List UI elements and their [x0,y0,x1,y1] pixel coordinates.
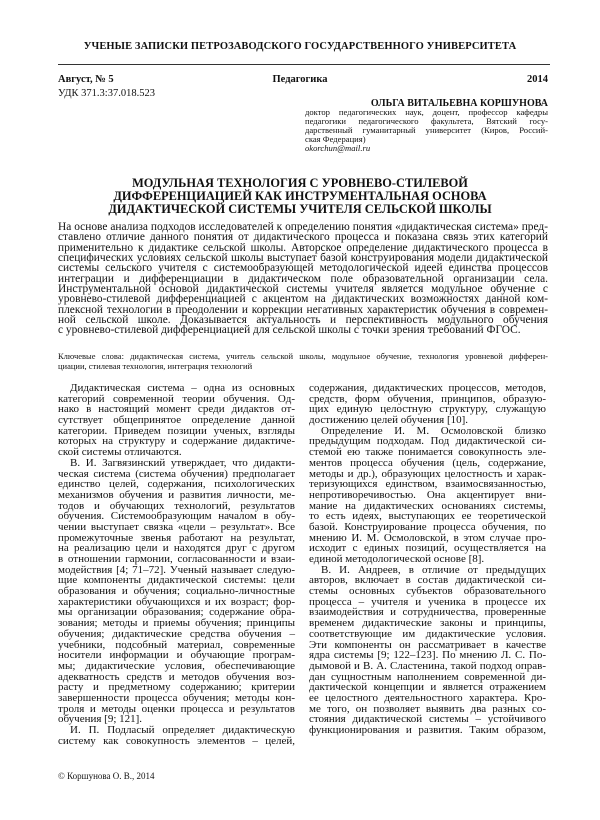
text-line: промежуточные звенья работают на результат, [58,531,295,544]
title-line: МОДУЛЬНАЯ ТЕХНОЛОГИЯ С УРОВНЕВО-СТИЛЕВОЙ [132,176,468,190]
article-title [0,177,600,217]
text-line: авторов, включает в состав дидактической си- [309,574,546,587]
text-line: специфических условиях сельской школы выступает базой конструирования модели дидактической [58,252,548,265]
text-line: зования; методы и приемы обучения; принципы [58,617,295,630]
affiliation-line: педагогики педагогического факультета, Вятский госу- [305,115,548,126]
text-line: Определение И. М. Осмоловской близко [321,424,546,437]
text-line: характеристики обучающихся и их возраст; фор- [58,595,295,608]
text-line: на реализацию цели и находятся друг с другом [58,542,295,555]
text-line: единой методологической основе [8]. [309,553,485,565]
text-line: адекватность средств и методов обучения воз- [58,670,295,683]
text-line: единство целей, содержания, психологических [58,478,295,491]
paragraph [309,565,546,736]
text-line: модействия [4; 71–72]. Ученый называет следую- [58,563,295,576]
text-line: ской системы отличаются. [58,446,182,459]
paragraph [309,426,546,565]
text-line: стояния дидактической системы – устойчивого [309,713,546,726]
text-line: Эти компоненты он рассматривает в качестве [309,638,546,651]
text-line: обучения [9; 121]. [58,713,143,726]
paragraph [58,222,548,336]
text-line: ее целостного деятельностного характера. Кро- [309,691,546,704]
body-column-right [309,383,546,736]
text-line: В. И. Загвязинский утверждает, что дидакти- [70,456,295,469]
text-line: исходит с единых позиций, осуществляется на [309,542,546,555]
text-line: с уровнево-стилевой дифференциацией для сельской школы с точки зрения требований ФГОС. [58,324,521,337]
copyright-notice: © Коршунова О. В., 2014 [58,771,155,781]
text-line: дактической концепции и является отражением [309,681,546,694]
text-line: содержания, дидактических процессов, методов, [309,382,546,394]
text-line: интеграции и дифференциации в дидактическом поле образовательной организации села. [58,272,548,285]
text-line: В. И. Андреев, в отличие от предыдущих [321,563,546,576]
affiliation-line: ская Федерация) [305,133,366,144]
text-line: систему как совокупность элементов – целей, [58,734,295,747]
text-line: обучения; дидактические средства обучения – [58,627,295,640]
text-line: взаимодействия и сотрудничества, проверенные [309,606,546,619]
text-line: мание на дидактических основаниях системы, [309,499,546,512]
text-line: категорий современной теории обучения. Од- [58,392,295,405]
keywords [58,351,548,371]
paragraph [58,383,295,458]
text-line: механизмов обучения и развития личности, ме- [58,488,295,501]
title-line: ДИФФЕРЕНЦИАЦИЕЙ КАК ИНСТРУМЕНТАЛЬНАЯ ОСНОВА [113,189,487,204]
text-line: непротиворечивостью. Она акцентирует вни- [309,488,546,501]
text-line: достижению целей обучения [10]. [309,414,469,427]
text-line: предыдущим подходам. Под дидактической си- [309,435,546,448]
text-line: Инструментальной основой дидактической системы учителя является модульное обучение с [58,283,548,296]
text-line: теризующихся единством, взаимосвязанностью, [309,478,546,491]
paragraph [58,725,295,746]
paragraph [58,351,548,371]
text-line: применительно к дидактике сельской школы. Авторское определение дидактического процесса в [58,241,548,254]
paragraph [58,458,295,725]
text-line: средств, форм обучения, принципов, образую- [309,392,546,405]
text-line: сутствует общепринятое определение данной [58,414,295,427]
author-email[interactable]: okorchun@mail.ru [305,142,371,153]
text-line: ядра системы [9; 122–123]. По мнению Л. С. По- [309,649,546,662]
text-line: уровнево-стилевой дифференциацией с акцентом на дидактических возможностях данной ком- [58,293,548,306]
issue-number: Август, № 5 [58,74,114,85]
text-line: функционирования и развития. Таким образом, [309,724,546,736]
text-line: ческая система (система обучения) предполагает [58,467,295,480]
text-line: И. П. Подласый определяет дидактическую [70,724,295,736]
udk-code: УДК 371.3:37.018.523 [58,88,155,99]
text-line: обучения. Системообразующим началом в обу- [58,510,295,523]
text-line: категории. Приведем позиции ученых, взгляды [58,424,295,437]
text-line: соответствующие им дидактические условия. [309,627,546,640]
text-line: стемой ею также понимается совокупность эле- [309,446,546,459]
text-line: На основе анализа подходов исследователей к определению понятия «дидактическая система» пред- [58,221,548,233]
text-line: системы сельского учителя с системообразующей методологической идеей единства процессов [58,262,548,275]
abstract [58,222,548,336]
text-line: циации, стилевая технология, интеграция технологий [58,361,253,371]
text-line: временем дидактические законы и принципы, [309,617,546,630]
title-line: ДИДАКТИЧЕСКОЙ СИСТЕМЫ УЧИТЕЛЯ СЕЛЬСКОЙ ШКОЛЫ [108,202,492,217]
affiliation-line: доктор педагогических наук, доцент, профессор кафедры [305,107,548,117]
text-line: завершенности процесса обучения; методы кон- [58,691,295,704]
text-line: плексной технологии в преодолении и коррекции негативных характеристик обучения в современ- [58,303,548,316]
header-divider [58,64,550,65]
text-line: ме того, он позволяет выявить два разных со- [309,702,546,715]
text-line: ставлено отличие данного понятия от дидактического процесса и показана связь этих категорий [58,231,548,244]
text-line: учебники, подсобный материал, современные [58,638,295,651]
text-line: расту и предметному содержанию; критерии [58,681,295,694]
text-line: методы и др.), образующих целостность и харак- [309,467,546,480]
text-line: то есть идеях, выступающих ее теоретической [309,510,546,523]
text-line: процесса – учителя и ученика в процессе их [309,595,546,608]
paragraph [309,383,546,426]
text-line: Ключевые слова: дидактическая система, учитель сельской школы, модульное обучение, технология уровневой дифферен- [58,351,548,361]
text-line: которых на структуру и содержание дидактиче- [58,435,295,448]
issue-year: 2014 [527,74,548,85]
text-line: мнению И. М. Осмоловской, в этом случае про- [309,531,546,544]
text-line: ментов процесса обучения (цель, содержание, [309,456,546,469]
body-column-left [58,383,295,746]
text-line: щих единую целостную структуру, служащую [309,403,546,416]
affiliation-line: дарственный гуманитарный университет (Киров, Россий- [305,124,548,135]
text-line: базой. Конструирование процесса обучения, по [309,520,546,533]
text-line: мы организации образования; содержание обра- [58,606,295,619]
journal-title: УЧЕНЫЕ ЗАПИСКИ ПЕТРОЗАВОДСКОГО ГОСУДАРСТВЕННОГО УНИВЕРСИТЕТА [83,41,517,52]
text-line: дан сущностным наполнением современной ди- [309,670,546,683]
text-line: щие компоненты дидактической системы: цели [58,574,295,587]
text-line: нако в настоящий момент среди дидактов от- [58,403,295,416]
text-line: в отношении гармонии, согласованности и взаи- [58,553,295,565]
text-line: стемы основных субъектов образовательного [309,585,546,598]
text-line: Дидактическая система – одна из основных [70,382,295,394]
text-line: дымовой и В. А. Сластенина, такой подход оправ- [309,659,546,672]
text-line: ной сельской школе. Доказывается актуальность и перспективность модульного обучения [58,314,548,327]
section-name: Педагогика [272,74,328,85]
text-line: чении выступает связка «цели – результат». Все [58,520,295,533]
author-affiliation [305,108,548,152]
text-line: тодов и обучающих технологий, результатов [58,499,295,512]
author-name: ОЛЬГА ВИТАЛЬЕВНА КОРШУНОВА [370,98,548,109]
text-line: носители информации и обучающие програм- [58,649,295,662]
text-line: троля и методы оценки процесса и результатов [58,702,295,715]
text-line: образования и обучения; социально-личностные [58,585,295,598]
text-line: мы; дидактические условия, обеспечивающие [58,659,295,672]
